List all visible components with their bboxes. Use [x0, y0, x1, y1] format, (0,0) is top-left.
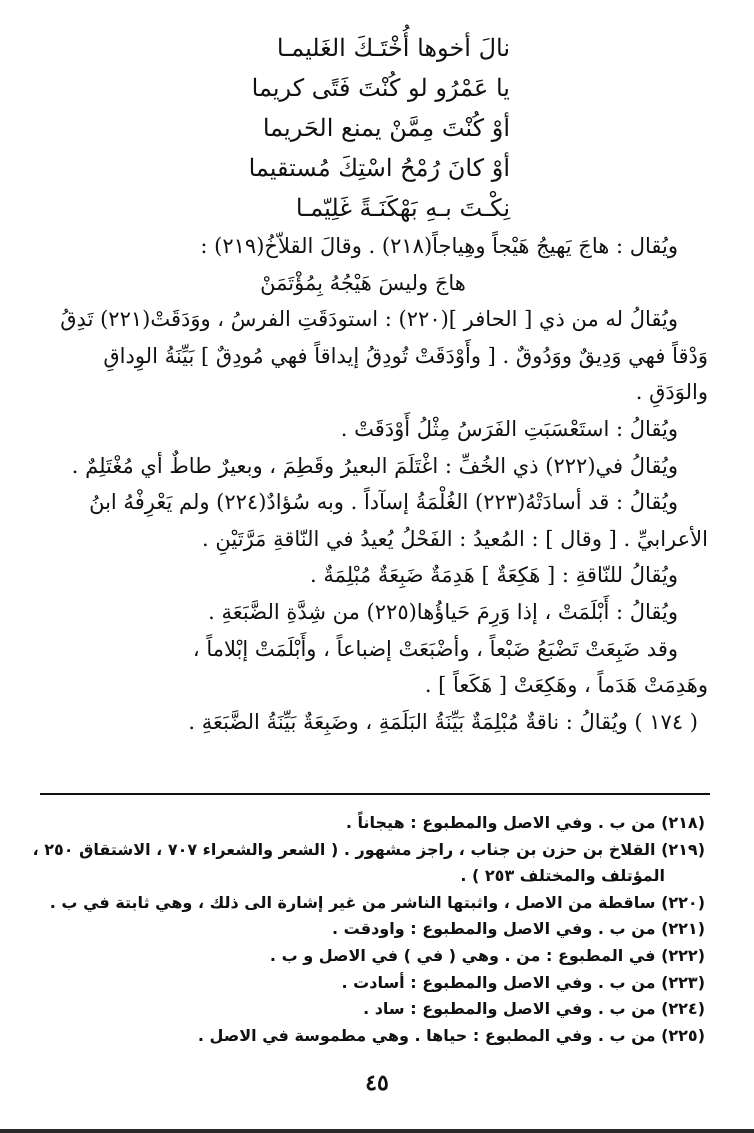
verse-line: يا عَمْرُو لو كُنْتَ فَتًى كريما	[251, 74, 510, 102]
verse-line: أوْ كانَ رُمْحُ اسْتِكَ مُستقيما	[248, 154, 510, 182]
text-line: ويُقالُ له من ذي [ الحافر ](٢٢٠) : استودَقَتِ الفرسُ ، ووَدَقَتْ(٢٢١) تَدِقُ	[60, 307, 678, 332]
footnote: (٢١٨) من ب . وفي الاصل والمطبوع : هيجاناً .	[345, 813, 705, 832]
footnote: (٢٢٠) ساقطة من الاصل ، واثبتها الناشر من غير إشارة الى ذلك ، وهي ثابتة في ب .	[49, 892, 705, 912]
text-line: ويُقالُ : قد أسادَتْهُ(٢٢٣) الغُلْمَةُ إسآداً . وبه سُؤادٌ(٢٢٤) ولم يَعْرِفْهُ ابنُ	[89, 490, 678, 515]
body-text	[18, 228, 708, 740]
text-line: وَدْقاً فهي وَدِيقٌ ووَدُوقٌ . [ وأَوْدَقَتْ تُودِقُ إيداقاً فهي مُودِقٌ ] بَيِّنَةُ الوِداقِ	[103, 343, 708, 368]
text-line: ( ١٧٤ ) ويُقالُ : ناقةٌ مُبْلِمَةٌ بَيِّنَةُ البَلَمَةِ ، وضَبِعَةٌ بَيِّنَةُ الضَّبَعَةِ .	[188, 709, 698, 734]
footnotes	[32, 810, 705, 1049]
verse-line: أوْ كُنْتَ مِمَّنْ يمنع الحَريما	[262, 114, 510, 142]
text-line: وقد ضَبِعَتْ تَضْبَعُ ضَبْعاً ، وأضْبَعَتْ إضباعاً ، وأَبْلَمَتْ إبْلاماً ،	[192, 636, 678, 661]
footnote: (٢١٩) القلاخ بن حزن بن جناب ، راجز مشهور . ( الشعر والشعراء ٧٠٧ ، الاشتقاق ٢٥٠ ،	[32, 839, 705, 859]
footnote: (٢٢٤) من ب . وفي الاصل والمطبوع : ساد .	[363, 999, 705, 1019]
verse-line: نِكْـتَ بـهِ بَهْكَنَـةً غَلِيّمـا	[295, 194, 510, 222]
footnote-continuation: المؤتلف والمختلف ٢٥٣ ) .	[460, 866, 665, 886]
footnote: (٢٢٥) من ب . وفي المطبوع : حياها . وهي مطموسة في الاصل .	[197, 1025, 705, 1045]
footnote-divider	[40, 793, 710, 795]
text-line: ويُقال : هاجَ يَهيجُ هَيْجاً وهِياجاً(٢١٨) . وقالَ القلاّخُ(٢١٩) :	[200, 234, 678, 258]
text-line: ويُقالُ للنّاقةِ : [ هَكِعَةٌ ] هَدِمَةٌ ضَبِعَةٌ مُبْلِمَةٌ .	[309, 563, 678, 588]
poem-verses	[180, 28, 510, 228]
text-line: الأعرابيِّ . [ وقال ] : المُعيدُ : الفَحْلُ يُعيدُ في النّاقةِ مَرَّتَيْنِ .	[202, 526, 708, 551]
verse-quote: هاجَ وليسَ هَيْجُهُ بِمُؤْتَمَنْ	[260, 270, 466, 295]
verse-line: نالَ أخوها أُخْتَـكَ الغَليمـا	[276, 34, 510, 62]
page-number: ٤٥	[365, 1070, 389, 1096]
text-line: ويُقالُ : استَعْسَبَتِ الفَرَسُ مِثْلُ أَوْدَقَتْ .	[340, 416, 678, 441]
scan-edge	[0, 1129, 754, 1133]
text-line: وهَدِمَتْ هَدَماً ، وهَكِعَتْ [ هَكَعاً ] .	[424, 673, 708, 698]
footnote: (٢٢٢) في المطبوع : من . وهي ( في ) في الاصل و ب .	[269, 945, 705, 965]
text-line: ويُقالُ : أَبْلَمَتْ ، إذا وَرِمَ حَياؤُها(٢٢٥) من شِدَّةِ الضَّبَعَةِ .	[208, 599, 678, 624]
text-line: والوَدَقِ .	[635, 380, 708, 405]
footnote: (٢٢١) من ب . وفي الاصل والمطبوع : واودقت .	[332, 919, 705, 939]
footnote: (٢٢٣) من ب . وفي الاصل والمطبوع : أسادت .	[341, 972, 705, 992]
text-line: ويُقالُ في(٢٢٢) ذي الخُفِّ : اغْتَلَمَ البعيرُ وقَطِمَ ، وبعيرٌ طاطٌ أي مُغْتَلِمٌ .	[71, 453, 678, 478]
